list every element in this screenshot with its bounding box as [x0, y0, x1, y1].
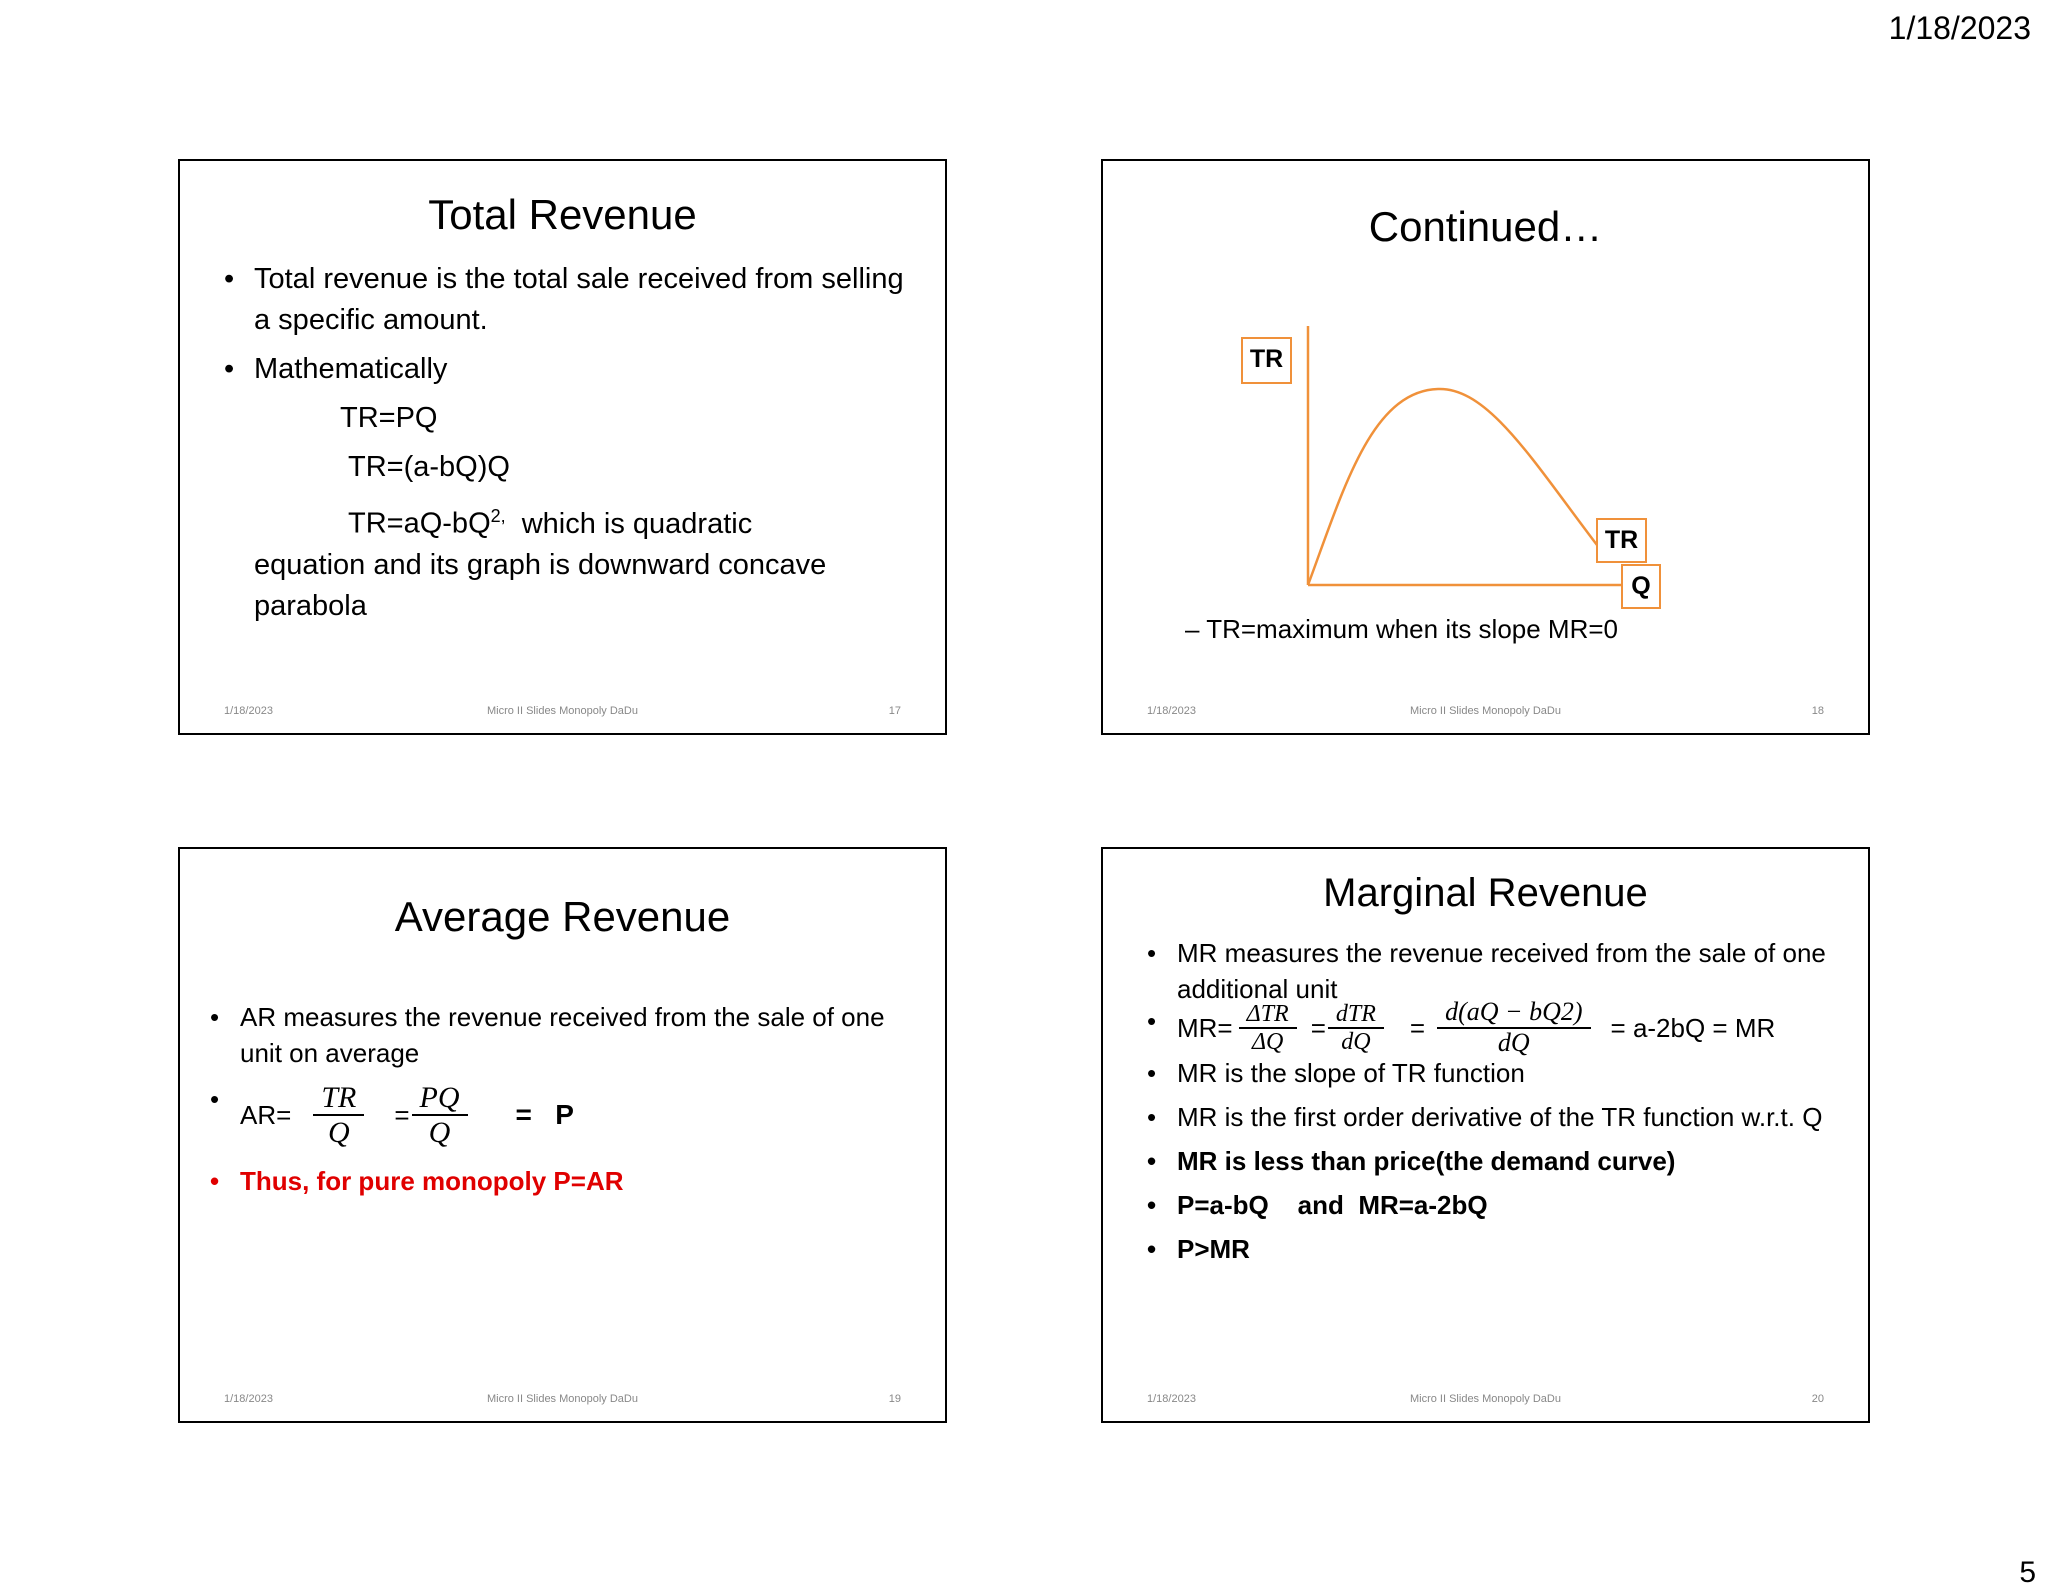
footer-date: 1/18/2023	[1147, 705, 1196, 717]
mr-prefix: • MR=	[1177, 1013, 1233, 1043]
fraction-derivative-tr	[1437, 998, 1590, 1057]
bullet-mathematically: • Mathematically	[224, 349, 914, 390]
fraction-numerator: ΔTR	[1239, 1001, 1297, 1029]
equals-sign: =	[1409, 1013, 1426, 1043]
bullet-p-greater-mr: • P>MR	[1147, 1231, 1847, 1267]
bullet-mr-definition: • MR measures the revenue received from the sale of one additional unit	[1147, 935, 1847, 1007]
tr-curve	[1308, 389, 1597, 585]
slide-title: Average Revenue	[394, 893, 731, 940]
page-number: 5	[2019, 1556, 2036, 1589]
fraction-denominator: Q	[428, 1116, 451, 1149]
bullet-ar-definition: • AR measures the revenue received from the sale of one unit on average	[210, 999, 920, 1071]
fraction-pq-over-q	[412, 1081, 468, 1149]
bullet-definition: • Total revenue is the total sale received from selling a specific amount.	[224, 259, 914, 341]
tr-maximum-note: – TR=maximum when its slope MR=0	[1185, 614, 1619, 644]
slide-average-revenue	[178, 847, 947, 1423]
slide-title: Continued…	[1368, 203, 1603, 250]
page-date: 1/18/2023	[1888, 10, 2031, 46]
equation-main: TR=aQ-bQ	[348, 507, 491, 540]
label-q-axis: Q	[1621, 564, 1661, 609]
footer-text: Micro II Slides Monopoly DaDu	[486, 1393, 638, 1405]
equals-sign: =	[1310, 1013, 1326, 1043]
footer-slide-number: 20	[1811, 1393, 1824, 1405]
ar-prefix: • AR=	[240, 1100, 292, 1130]
bullet-mr-derivative: • MR is the first order derivative of the TR function w.r.t. Q	[1147, 1099, 1847, 1135]
bullet-pure-monopoly: • Thus, for pure monopoly P=AR	[210, 1163, 920, 1199]
footer-slide-number: 19	[888, 1393, 901, 1405]
equals-sign: =	[394, 1100, 410, 1130]
fraction-denominator: ΔQ	[1251, 1029, 1284, 1055]
fraction-numerator: dTR	[1328, 1001, 1384, 1029]
label-tr-axis: TR	[1241, 337, 1292, 384]
equation-tr-pq: TR=PQ	[340, 402, 438, 434]
fraction-numerator: PQ	[412, 1081, 468, 1116]
tr-curve-graph	[1103, 161, 1872, 737]
fraction-numerator: TR	[313, 1081, 364, 1116]
footer-text: Micro II Slides Monopoly DaDu	[1409, 705, 1561, 717]
footer-text: Micro II Slides Monopoly DaDu	[1409, 1393, 1561, 1405]
slide-title: Total Revenue	[428, 191, 697, 238]
footer-date: 1/18/2023	[224, 705, 273, 717]
equation-explanation: equation and its graph is downward concave parabola	[254, 548, 827, 622]
equation-superscript: 2,	[490, 506, 506, 526]
slide-body	[224, 259, 914, 627]
fraction-delta-tr-over-delta-q	[1239, 1001, 1297, 1056]
bullet-mr-slope: • MR is the slope of TR function	[1147, 1055, 1847, 1091]
mr-result: = a-2bQ = MR	[1610, 1013, 1776, 1043]
slide-continued	[1101, 159, 1870, 735]
equation-tr-quadratic	[224, 496, 914, 545]
equation-tr-abq: TR=(a-bQ)Q	[348, 451, 510, 483]
footer-slide-number: 17	[888, 705, 901, 717]
slide-body	[210, 999, 920, 1199]
slide-title: Marginal Revenue	[1323, 871, 1648, 915]
slide-marginal-revenue	[1101, 847, 1870, 1423]
bullet-mr-formula	[1147, 997, 1847, 1057]
footer-date: 1/18/2023	[224, 1393, 273, 1405]
fraction-numerator: d(aQ − bQ2)	[1437, 998, 1590, 1029]
bullet-ar-formula	[210, 1081, 920, 1149]
slide-total-revenue	[178, 159, 947, 735]
bullet-mr-less-than-price: • MR is less than price(the demand curve)	[1147, 1143, 1847, 1179]
fraction-tr-over-q	[313, 1081, 364, 1149]
label-tr-curve: TR	[1596, 518, 1647, 563]
equation-tail: which is quadratic	[521, 507, 753, 540]
bullet-demand-and-mr: • P=a-bQ and MR=a-2bQ	[1147, 1187, 1847, 1223]
fraction-denominator: dQ	[1341, 1029, 1371, 1055]
ar-result: = P	[515, 1099, 574, 1130]
footer-text: Micro II Slides Monopoly DaDu	[486, 705, 638, 717]
footer-slide-number: 18	[1811, 705, 1824, 717]
fraction-denominator: Q	[327, 1116, 350, 1149]
fraction-denominator: dQ	[1497, 1028, 1530, 1057]
footer-date: 1/18/2023	[1147, 1393, 1196, 1405]
slide-body	[1147, 935, 1847, 1267]
fraction-dtr-over-dq	[1328, 1001, 1384, 1056]
